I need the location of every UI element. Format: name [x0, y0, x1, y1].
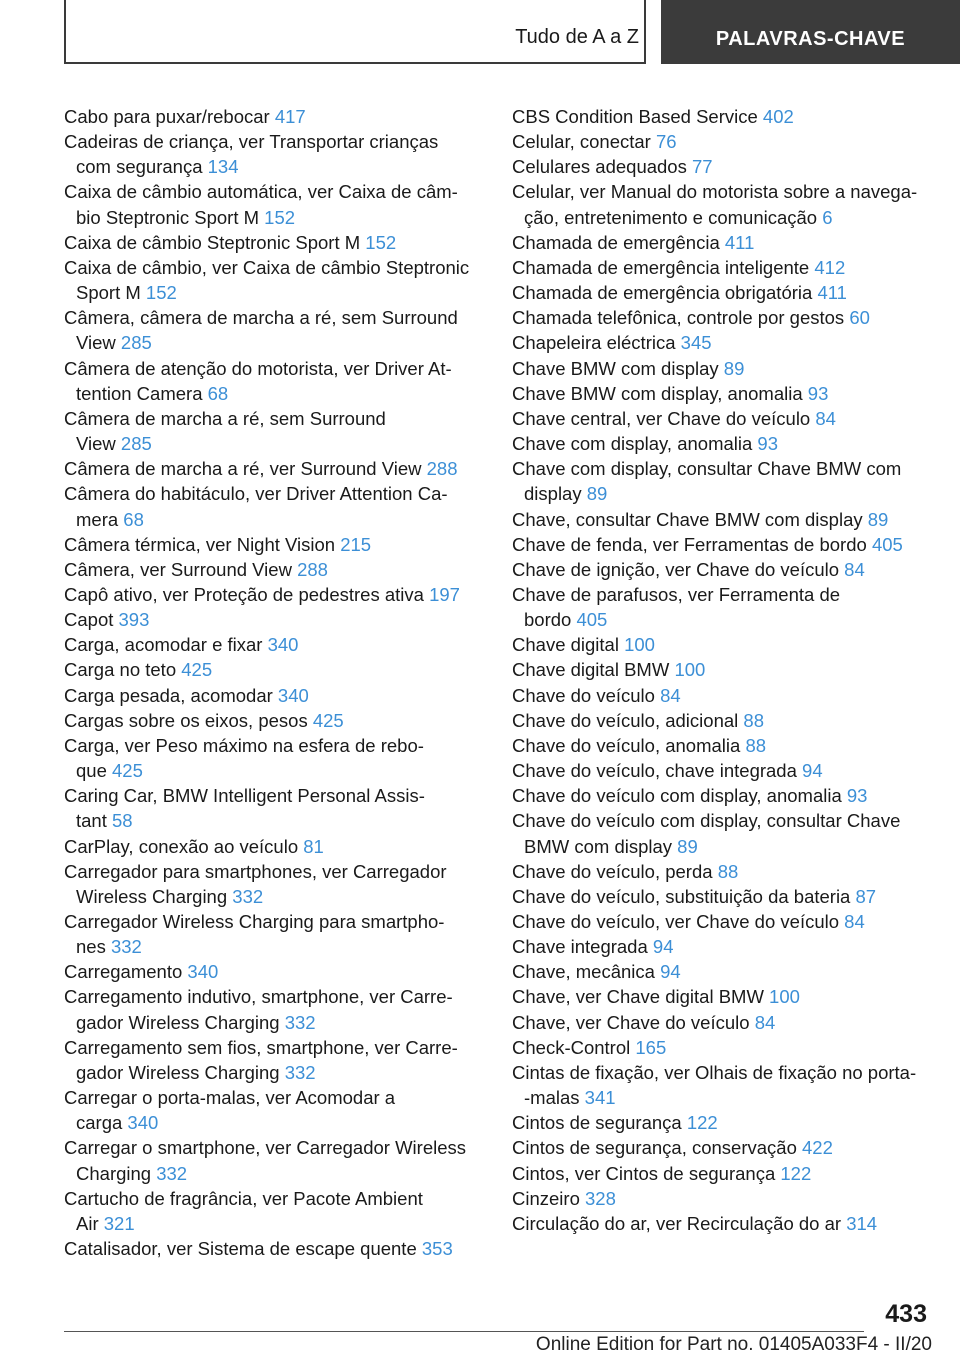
index-entry	[64, 129, 484, 179]
page-reference-link[interactable]: 197	[429, 583, 460, 605]
index-entry-text: Chave de parafusos, ver Ferramenta de	[512, 583, 841, 605]
index-entry	[512, 230, 932, 255]
index-entry-text: Circulação do ar, ver Recirculação do ar	[512, 1212, 842, 1234]
index-entry	[512, 1010, 932, 1035]
index-entry-text: Chave central, ver Chave do veículo	[512, 407, 811, 429]
page-reference-link[interactable]: 425	[181, 659, 213, 681]
index-entry-text: Celular, conectar	[512, 131, 651, 153]
page-reference-link[interactable]: 93	[846, 785, 868, 807]
page-reference-link[interactable]: 422	[802, 1137, 833, 1159]
index-entry-text: CBS Condition Based Service	[512, 106, 758, 127]
page-reference-link[interactable]: 412	[814, 256, 846, 278]
index-entry-text: mera	[76, 508, 119, 530]
index-entry-text: Carregamento	[64, 961, 183, 983]
page-reference-link[interactable]: 88	[717, 860, 739, 882]
page-reference-link[interactable]: 58	[112, 810, 133, 832]
index-entry	[64, 708, 484, 733]
index-entry	[512, 683, 932, 708]
index-entry-text: Chave BMW com display	[512, 357, 719, 379]
index-entry-text: Carregamento sem fios, smartphone, ver Carre-	[64, 1036, 458, 1058]
page-reference-link[interactable]: 405	[871, 533, 903, 555]
index-entry	[64, 1186, 484, 1236]
index-entry	[512, 129, 932, 154]
index-entry-text: BMW com display	[524, 835, 673, 857]
index-entry-text: Chave do veículo, substituição da bateria	[512, 885, 851, 907]
index-entry	[64, 959, 484, 984]
index-entry-text: Chave, ver Chave do veículo	[512, 1011, 750, 1033]
page-reference-link[interactable]: 285	[120, 332, 152, 354]
index-entry	[512, 657, 932, 682]
index-entry-text: Celulares adequados	[512, 156, 687, 178]
index-column-left	[64, 104, 484, 1261]
page-reference-link[interactable]: 94	[652, 936, 674, 958]
page-reference-link[interactable]: 84	[844, 911, 865, 932]
page-reference-link[interactable]: 288	[297, 558, 328, 580]
index-entry-text: Cintas de fixação, ver Olhais de fixação no porta-	[512, 1061, 917, 1083]
index-entry-text: Chamada de emergência obrigatória	[512, 282, 813, 304]
index-entry	[64, 733, 484, 783]
index-entry	[512, 959, 932, 984]
index-entry-text: Chave integrada	[512, 936, 648, 958]
index-entry	[512, 305, 932, 330]
index-entry-text: display	[524, 483, 582, 505]
index-entry	[512, 1186, 932, 1211]
page-reference-link[interactable]: 134	[207, 156, 239, 178]
page-reference-link[interactable]: 353	[421, 1238, 453, 1260]
index-entry-text: Cartucho de fragrância, ver Pacote Ambient	[64, 1187, 423, 1209]
index-entry-text: Câmera de marcha a ré, sem Surround	[64, 407, 386, 429]
page-reference-link[interactable]: 87	[855, 885, 877, 907]
page-reference-link[interactable]: 77	[692, 156, 713, 178]
page-reference-link[interactable]: 84	[844, 558, 865, 580]
index-entry-text: nes	[76, 936, 106, 958]
page-reference-link[interactable]: 81	[303, 835, 324, 857]
index-entry-text: Chapeleira eléctrica	[512, 332, 676, 354]
index-entry-text: Chave do veículo, ver Chave do veículo	[512, 911, 840, 932]
page-reference-link[interactable]: 425	[312, 709, 344, 731]
index-entry	[512, 532, 932, 557]
index-entry-text: Cadeiras de criança, ver Transportar crianças	[64, 131, 439, 153]
page-reference-link[interactable]: 340	[187, 961, 219, 983]
index-entry	[512, 179, 932, 229]
index-entry-text: Capô ativo, ver Proteção de pedestres ativa	[64, 583, 424, 605]
page-reference-link[interactable]: 88	[743, 709, 764, 731]
index-entry	[512, 1161, 932, 1186]
index-entry	[64, 557, 484, 582]
index-entry	[512, 808, 932, 858]
index-entry-text: Caixa de câmbio, ver Caixa de câmbio Steptronic	[64, 256, 470, 278]
index-entry-text: Caixa de câmbio Steptronic Sport M	[64, 231, 361, 253]
footer-edition: Online Edition for Part no. 01405A033F4 - II/20	[535, 1334, 932, 1355]
page-reference-link[interactable]: 94	[660, 961, 681, 983]
index-entry-text: Chave do veículo, chave integrada	[512, 760, 797, 782]
index-entry-text: que	[76, 760, 107, 782]
page-reference-link[interactable]: 122	[686, 1112, 718, 1134]
page-reference-link[interactable]: 288	[426, 458, 458, 480]
index-entry-text: Carga, acomodar e fixar	[64, 634, 263, 656]
index-entry	[512, 280, 932, 305]
page-reference-link[interactable]: 314	[846, 1212, 878, 1234]
index-entry-text: Chamada de emergência inteligente	[512, 256, 810, 278]
page-reference-link[interactable]: 68	[123, 508, 144, 530]
index-entry	[512, 582, 932, 632]
index-entry-text: Wireless Charging	[76, 885, 228, 907]
index-entry	[64, 179, 484, 229]
page-reference-link[interactable]: 68	[207, 382, 229, 404]
index-entry-text: Chave, consultar Chave BMW com display	[512, 508, 863, 530]
index-entry-text: Cargas sobre os eixos, pesos	[64, 709, 308, 731]
index-entry	[64, 1085, 484, 1135]
index-entry-text: Caring Car, BMW Intelligent Personal Assis-	[64, 785, 425, 807]
page-reference-link[interactable]: 89	[677, 835, 698, 857]
page-reference-link[interactable]: 332	[232, 885, 264, 907]
index-entry-text: Air	[76, 1212, 99, 1234]
index-entry	[512, 104, 932, 129]
index-entry	[64, 406, 484, 456]
page-reference-link[interactable]: 89	[867, 508, 889, 530]
page-reference-link[interactable]: 89	[723, 357, 745, 379]
page-reference-link[interactable]: 332	[156, 1162, 188, 1184]
index-entry	[512, 984, 932, 1009]
index-entry-text: Carregamento indutivo, smartphone, ver Carre-	[64, 986, 453, 1008]
page-reference-link[interactable]: 60	[849, 307, 870, 329]
page-reference-link[interactable]: 88	[745, 734, 767, 756]
index-entry-text: Cinzeiro	[512, 1187, 580, 1209]
index-entry	[512, 255, 932, 280]
page-reference-link[interactable]: 100	[769, 986, 800, 1008]
index-entry	[512, 1110, 932, 1135]
index-entry	[64, 1035, 484, 1085]
index-entry-text: Chave com display, anomalia	[512, 433, 753, 455]
index-entry-text: Chave do veículo, perda	[512, 860, 713, 882]
page-reference-link[interactable]: 152	[264, 206, 296, 228]
page-reference-link[interactable]: 332	[284, 1011, 316, 1033]
index-entry	[64, 104, 484, 129]
index-entry	[512, 859, 932, 884]
index-entry	[512, 884, 932, 909]
index-entry-text: Carregar o porta-malas, ver Acomodar a	[64, 1087, 396, 1109]
index-entry-text: Chave, mecânica	[512, 961, 655, 983]
index-entry	[512, 507, 932, 532]
index-entry	[64, 1135, 484, 1185]
header-section-title: Tudo de A a Z	[515, 26, 639, 48]
index-entry-text: Chave do veículo, adicional	[512, 709, 739, 731]
index-entry-text: bordo	[524, 609, 572, 631]
index-entry-text: Cintos de segurança	[512, 1112, 682, 1134]
index-entry-text: Chave digital	[512, 634, 619, 656]
index-entry-text: Capot	[64, 609, 114, 631]
page-reference-link[interactable]: 328	[585, 1187, 616, 1209]
index-entry	[64, 859, 484, 909]
index-entry	[512, 934, 932, 959]
index-entry	[64, 230, 484, 255]
index-entry-text: Chave do veículo	[512, 684, 655, 706]
page-reference-link[interactable]: 6	[822, 206, 833, 228]
index-entry-text: Sport M	[76, 282, 141, 304]
index-entry-text: gador Wireless Charging	[76, 1061, 280, 1083]
index-entry	[64, 1236, 484, 1261]
index-entry	[512, 381, 932, 406]
index-entry	[512, 330, 932, 355]
index-entry-text: Câmera de atenção do motorista, ver Driver At-	[64, 357, 452, 379]
page-reference-link[interactable]: 411	[724, 231, 755, 253]
index-entry	[64, 683, 484, 708]
page-reference-link[interactable]: 340	[267, 634, 299, 656]
page-reference-link[interactable]: 285	[120, 433, 152, 455]
index-entry-text: Cabo para puxar/rebocar	[64, 106, 270, 127]
index-entry-text: carga	[76, 1112, 123, 1134]
index-entry	[64, 632, 484, 657]
index-entry-text: Carga pesada, acomodar	[64, 684, 273, 706]
index-entry-text: Chamada de emergência	[512, 231, 720, 253]
index-entry	[64, 305, 484, 355]
index-entry-text: CarPlay, conexão ao veículo	[64, 835, 299, 857]
index-entry-text: tention Camera	[76, 382, 203, 404]
index-entry	[64, 909, 484, 959]
index-entry	[512, 708, 932, 733]
index-entry-text: Cintos, ver Cintos de segurança	[512, 1162, 776, 1184]
index-entry	[64, 356, 484, 406]
index-entry	[64, 582, 484, 607]
index-entry-text: com segurança	[76, 156, 203, 178]
index-entry-text: Chave, ver Chave digital BMW	[512, 986, 764, 1008]
index-entry-text: Celular, ver Manual do motorista sobre a navega-	[512, 181, 918, 203]
footer-divider	[64, 1331, 864, 1332]
index-entry	[64, 657, 484, 682]
page-reference-link[interactable]: 93	[807, 382, 829, 404]
index-entry	[512, 1060, 932, 1110]
index-column-right	[512, 104, 932, 1236]
header-keywords-tab: PALAVRAS-CHAVE	[661, 0, 960, 64]
page-reference-link[interactable]: 122	[780, 1162, 812, 1184]
index-entry	[64, 834, 484, 859]
index-entry	[512, 406, 932, 431]
page-reference-link[interactable]: 341	[584, 1087, 616, 1109]
index-entry-text: Câmera, ver Surround View	[64, 558, 292, 580]
page-reference-link[interactable]: 402	[762, 106, 794, 127]
index-entry	[64, 607, 484, 632]
index-entry-text: Chave do veículo, anomalia	[512, 734, 741, 756]
index-entry-text: Chave digital BMW	[512, 659, 670, 681]
index-entry	[512, 783, 932, 808]
index-entry	[512, 1211, 932, 1236]
index-entry-text: gador Wireless Charging	[76, 1011, 280, 1033]
page-reference-link[interactable]: 93	[757, 433, 778, 455]
index-entry	[512, 356, 932, 381]
index-entry-text: Cintos de segurança, conservação	[512, 1137, 797, 1159]
page-number: 433	[885, 1300, 927, 1328]
index-entry	[512, 758, 932, 783]
index-entry	[512, 431, 932, 456]
page-reference-link[interactable]: 340	[127, 1112, 159, 1134]
index-entry-text: Carregador Wireless Charging para smartpho-	[64, 911, 445, 932]
index-entry-text: Carregar o smartphone, ver Carregador Wireless	[64, 1137, 467, 1159]
page-reference-link[interactable]: 89	[586, 483, 608, 505]
index-entry-text: Carga, ver Peso máximo na esfera de rebo-	[64, 734, 424, 756]
index-entry-text: Câmera, câmera de marcha a ré, sem Surround	[64, 307, 458, 329]
index-entry	[512, 1135, 932, 1160]
page-reference-link[interactable]: 332	[284, 1061, 316, 1083]
index-entry-text: View	[76, 433, 116, 455]
index-entry	[64, 456, 484, 481]
index-entry	[512, 456, 932, 506]
page-reference-link[interactable]: 84	[815, 407, 836, 429]
index-entry-text: View	[76, 332, 116, 354]
page-reference-link[interactable]: 100	[624, 634, 655, 656]
index-entry-text: Check-Control	[512, 1036, 631, 1058]
index-entry-text: Charging	[76, 1162, 152, 1184]
page-reference-link[interactable]: 332	[110, 936, 142, 958]
page-reference-link[interactable]: 411	[817, 282, 847, 304]
index-entry	[512, 154, 932, 179]
index-entry-text: Chave do veículo com display, anomalia	[512, 785, 842, 807]
page-reference-link[interactable]: 100	[674, 659, 706, 681]
index-entry-text: Catalisador, ver Sistema de escape quente	[64, 1238, 417, 1260]
page-reference-link[interactable]: 425	[112, 760, 143, 782]
index-entry-text: Chave de fenda, ver Ferramentas de bordo	[512, 533, 867, 555]
index-entry-text: Câmera do habitáculo, ver Driver Attention Ca-	[64, 483, 448, 505]
page-reference-link[interactable]: 76	[655, 131, 677, 153]
page-reference-link[interactable]: 84	[660, 684, 681, 706]
index-entry	[512, 909, 932, 934]
index-entry	[512, 733, 932, 758]
index-entry	[64, 481, 484, 531]
index-entry-text: Carregador para smartphones, ver Carregador	[64, 860, 447, 882]
index-entry-text: Caixa de câmbio automática, ver Caixa de câm-	[64, 181, 458, 203]
page-reference-link[interactable]: 152	[365, 231, 397, 253]
index-entry-text: Chave BMW com display, anomalia	[512, 382, 803, 404]
page-reference-link[interactable]: 94	[802, 760, 823, 782]
page-reference-link[interactable]: 165	[635, 1036, 667, 1058]
page-reference-link[interactable]: 345	[680, 332, 712, 354]
index-entry-text: Chave do veículo com display, consultar Chave	[512, 810, 901, 832]
page-reference-link[interactable]: 405	[576, 609, 608, 631]
index-entry-text: Chamada telefônica, controle por gestos	[512, 307, 845, 329]
page-reference-link[interactable]: 393	[118, 609, 150, 631]
page-reference-link[interactable]: 417	[274, 106, 306, 127]
index-entry	[64, 984, 484, 1034]
page-reference-link[interactable]: 340	[277, 684, 309, 706]
page-reference-link[interactable]: 84	[754, 1011, 776, 1033]
index-entry-text: bio Steptronic Sport M	[76, 206, 260, 228]
index-entry-text: ção, entretenimento e comunicação	[524, 206, 818, 228]
index-entry-text: Chave de ignição, ver Chave do veículo	[512, 558, 840, 580]
index-entry	[512, 632, 932, 657]
index-entry	[64, 255, 484, 305]
index-entry	[512, 557, 932, 582]
index-entry	[64, 783, 484, 833]
page-reference-link[interactable]: 152	[145, 282, 177, 304]
index-entry-text: Câmera de marcha a ré, ver Surround View	[64, 458, 422, 480]
index-entry	[512, 1035, 932, 1060]
index-entry-text: Câmera térmica, ver Night Vision	[64, 533, 336, 555]
index-entry-text: Carga no teto	[64, 659, 177, 681]
index-entry-text: -malas	[524, 1087, 580, 1109]
index-entry-text: tant	[76, 810, 107, 832]
page-reference-link[interactable]: 215	[340, 533, 372, 555]
index-entry	[64, 532, 484, 557]
index-entry-text: Chave com display, consultar Chave BMW com	[512, 458, 902, 480]
page-reference-link[interactable]: 321	[103, 1212, 135, 1234]
